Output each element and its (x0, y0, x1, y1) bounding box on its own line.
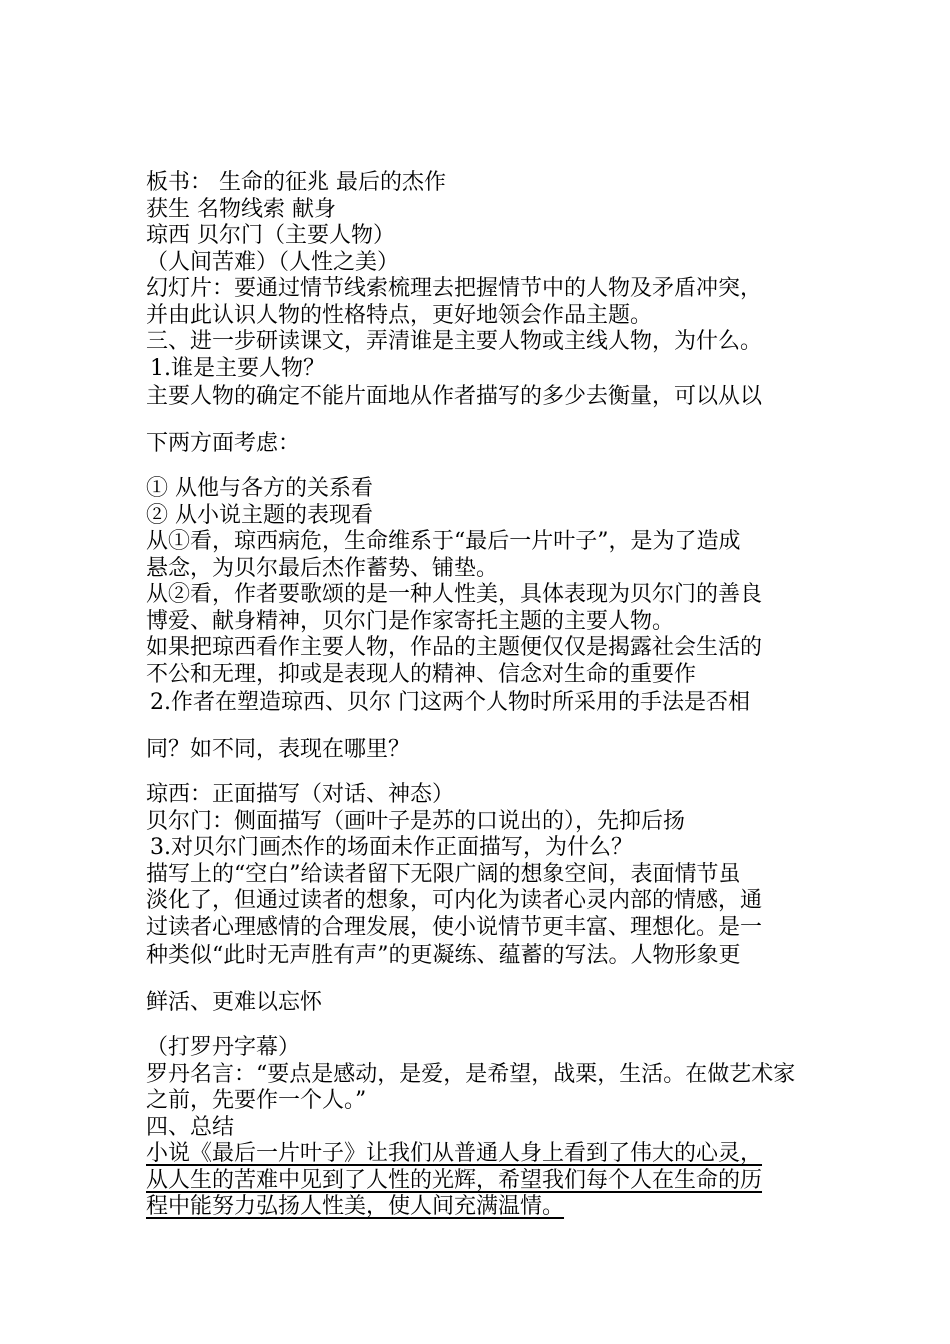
text-line-content: ① 从他与各方的关系看 (146, 476, 373, 501)
text-line (146, 782, 811, 809)
text-line (146, 276, 811, 303)
text-line (146, 1088, 811, 1115)
text-line-content: 描写上的“空白”给读者留下无限广阔的想象空间，表面情节虽 (146, 861, 741, 887)
text-line (146, 503, 811, 530)
text-line (146, 223, 811, 250)
text-line (146, 250, 811, 277)
text-line (146, 835, 811, 862)
text-line (146, 556, 811, 583)
text-line-content: 博爱、献身精神，贝尔门是作家寄托主题的主要人物。 (146, 608, 675, 634)
text-line-content: 种类似“此时无声胜有声”的更凝练、蕴蓄的写法。人物形象更 (146, 943, 741, 968)
text-line-content: 四、总结 (146, 1114, 235, 1140)
text-line-content: 鲜活、更难以忘怀 (146, 990, 323, 1015)
text-line-content: 从②看，作者要歌颂的是一种人性美，具体表现为贝尔门的善良 (146, 582, 763, 607)
text-line (146, 609, 811, 636)
text-line (146, 356, 811, 383)
text-line-content: 悬念，为贝尔最后杰作蓄势、铺垫。 (146, 555, 499, 581)
text-line (146, 197, 811, 224)
text-line-content: 同？如不同，表现在哪里？ (146, 737, 411, 762)
text-line-content: 琼西 贝尔门（主要人物） (146, 223, 395, 248)
text-line (146, 635, 811, 662)
text-line (146, 329, 811, 356)
text-line (146, 1194, 811, 1221)
text-line-content: 贝尔门：侧面描写（画叶子是苏的口说出的），先抑后扬 (146, 808, 686, 834)
text-line (146, 662, 811, 689)
text-line (146, 582, 811, 609)
text-line-content: 如果把琼西看作主要人物，作品的主题便仅仅是揭露社会生活的 (146, 635, 763, 660)
text-line-content: 并由此认识人物的性格特点，更好地领会作品主题。 (146, 302, 653, 328)
text-line (146, 1115, 811, 1142)
text-line (146, 688, 811, 735)
text-line (146, 1035, 811, 1062)
text-line-content: （打罗丹字幕） (146, 1035, 301, 1060)
text-line (146, 303, 811, 330)
text-line-content: 罗丹名言：“要点是感动，是爱，是希望，战栗，生活。在做艺术家 (146, 1061, 796, 1087)
text-line (146, 529, 811, 556)
text-line (146, 888, 811, 915)
text-line-content: 过读者心理感情的合理发展，使小说情节更丰富、理想化。是一 (146, 914, 763, 940)
text-line-content: 2.作者在塑造琼西、贝尔 门这两个人物时所采用的手法是否相 (150, 690, 750, 715)
text-line (146, 988, 811, 1035)
text-line-content: 三、进一步研读课文，弄清谁是主要人物或主线人物，为什么。 (146, 329, 763, 354)
text-line-content: 不公和无理，抑或是表现人的精神、信念对生命的重要作 (146, 661, 697, 687)
text-line-content: 从人生的苦难中见到了人性的光辉，希望我们每个人在生命的历 (146, 1167, 763, 1193)
text-line-content: 3.对贝尔门画杰作的场面未作正面描写，为什么？ (150, 835, 633, 860)
text-line-content: 从①看，琼西病危，生命维系于“最后一片叶子”，是为了造成 (146, 529, 741, 554)
text-line-content: 获生 名物线索 献身 (146, 196, 336, 222)
text-line (146, 476, 811, 503)
text-line-content: 程中能努力弘扬人性美，使人间充满温情。 (146, 1194, 565, 1219)
text-line (146, 382, 811, 429)
text-line (146, 429, 811, 476)
text-line (146, 170, 811, 197)
text-line-content: 小说《最后一片叶子》让我们从普通人身上看到了伟大的心灵， (146, 1141, 763, 1166)
text-line (146, 1062, 811, 1089)
text-line-content: 板书： 生命的征兆 最后的杰作 (146, 170, 446, 195)
text-line (146, 809, 811, 836)
text-line-content: （人间苦难）（人性之美） (146, 249, 400, 275)
text-line (146, 941, 811, 988)
text-line-content: ② 从小说主题的表现看 (146, 502, 373, 528)
text-line-content: 琼西：正面描写（对话、神态） (146, 782, 455, 807)
text-line (146, 1141, 811, 1168)
text-line-content: 淡化了，但通过读者的想象，可内化为读者心灵内部的情感，通 (146, 888, 763, 913)
text-line (146, 735, 811, 782)
text-line (146, 915, 811, 942)
text-line-content: 之前，先要作一个人。” (146, 1088, 367, 1113)
text-line (146, 862, 811, 889)
text-line (146, 1168, 811, 1195)
text-line-content: 主要人物的确定不能片面地从作者描写的多少去衡量，可以从以 (146, 384, 763, 409)
text-line-content: 1.谁是主要人物？ (150, 355, 325, 381)
text-line-content: 幻灯片：要通过情节线索梳理去把握情节中的人物及矛盾冲突， (146, 276, 763, 301)
text-line-content: 下两方面考虑： (146, 431, 301, 456)
document-body (146, 170, 811, 1221)
